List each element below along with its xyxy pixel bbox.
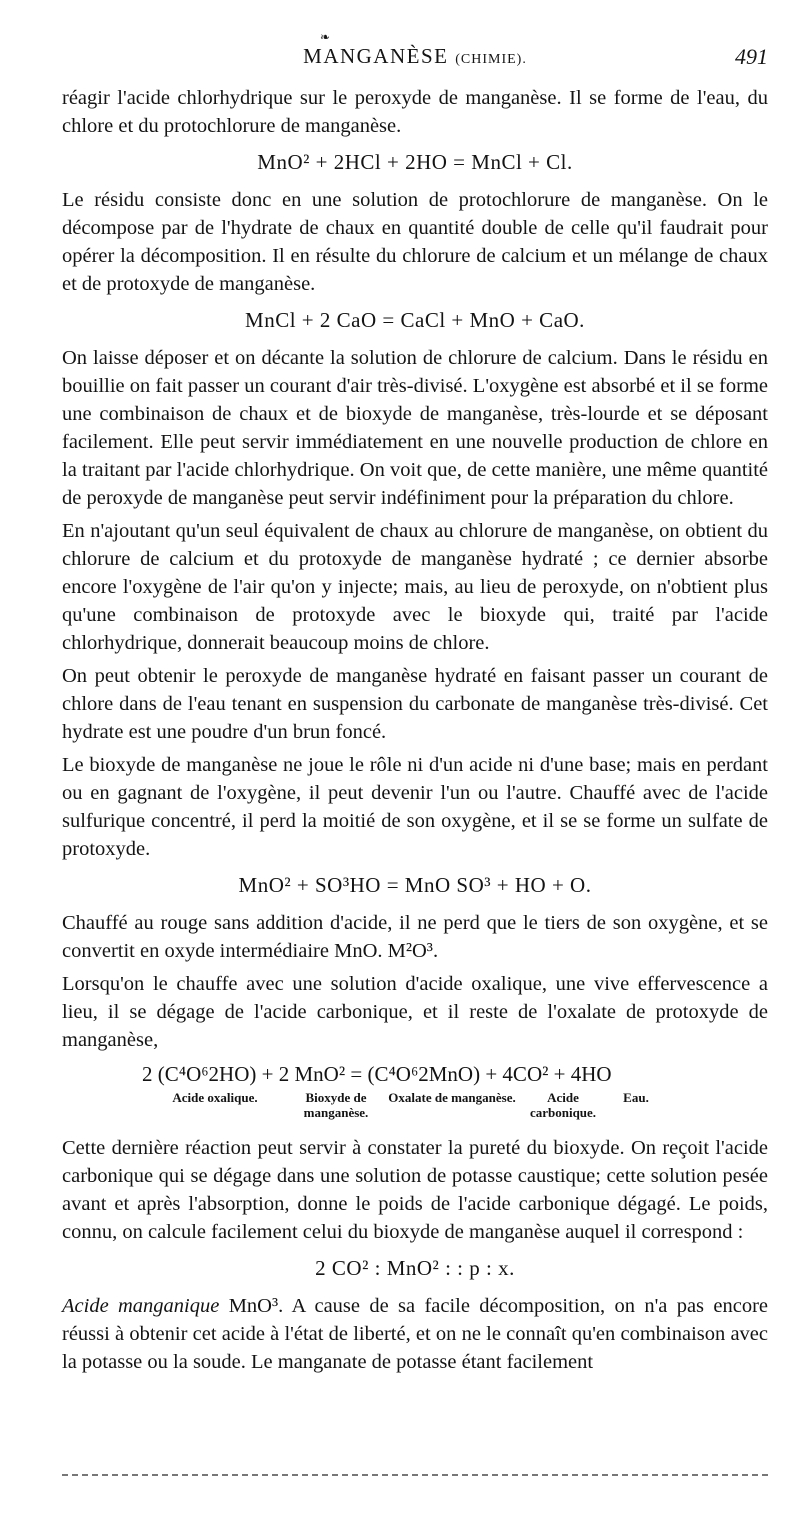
paragraph: Cette dernière réaction peut servir à constater la pureté du bioxyde. On reçoit l'acide carbonique qui se dégage dans une solution de potasse caustique; cette solution pesée avant et après l'absorption, donne le poids de l'acide carbonique dégagé. Le poids, connu, on calcule facilement celui du bioxyde de manganèse auquel il correspond :: [62, 1137, 768, 1243]
body-text: [62, 84, 768, 1376]
paragraph: réagir l'acide chlorhydrique sur le peroxyde de manganèse. Il se forme de l'eau, du chlore et du protochlorure de manganèse.: [62, 87, 768, 137]
paragraph: Chauffé au rouge sans addition d'acide, il ne perd que le tiers de son oxygène, et se convertit en oxyde intermédiaire MnO. M²O³.: [62, 912, 768, 962]
equation-with-labels: [142, 1060, 768, 1120]
printer-mark-icon: ❧: [320, 30, 331, 44]
equation-label: Bioxyde de manganèse.: [303, 1090, 369, 1120]
equation-label: Acide carbonique.: [529, 1090, 597, 1120]
equation: MnCl + 2 CaO = CaCl + MnO + CaO.: [245, 308, 585, 332]
paragraph-text: MnO³. A cause de sa facile décomposition, on n'a pas encore réussi à obtenir cet acide à l'état de liberté, et on ne le connaît qu'en combinaison avec la potasse ou la soude. Le manganate de potasse étant facilement: [62, 1295, 768, 1373]
running-head-main: MANGANÈSE: [303, 44, 449, 68]
page-number: 491: [735, 44, 768, 69]
paragraph: [62, 1292, 768, 1376]
equation: MnO² + SO³HO = MnO SO³ + HO + O.: [238, 873, 592, 897]
running-header: [62, 30, 768, 76]
equation: 2 (C⁴O⁶2HO) + 2 MnO² = (C⁴O⁶2MnO) + 4CO² + 4HO: [142, 1062, 612, 1086]
equation: 2 CO² : MnO² : : p : x.: [315, 1256, 515, 1280]
paragraph: Lorsqu'on le chauffe avec une solution d'acide oxalique, une vive effervescence a lieu, il se dégage de l'acide carbonique, et il reste de l'oxalate de protoxyde de manganèse,: [62, 973, 768, 1051]
equation-label: Eau.: [623, 1090, 649, 1105]
section-title: Acide manganique: [62, 1295, 220, 1317]
equation: MnO² + 2HCl + 2HO = MnCl + Cl.: [257, 150, 573, 174]
equation-label: Oxalate de manganèse.: [388, 1090, 516, 1105]
paragraph: Le résidu consiste donc en une solution de protochlorure de manganèse. On le décompose par de l'hydrate de chaux en quantité double de celle qu'il faudrait pour opérer la décomposition. Il en résulte du chlorure de calcium et un mélange de chaux et de protoxyde de manganèse.: [62, 189, 768, 295]
paragraph: En n'ajoutant qu'un seul équivalent de chaux au chlorure de manganèse, on obtient du chlorure de calcium et du protoxyde de manganèse hydraté ; ce dernier absorbe encore l'oxygène de l'air qu'on y injecte; mais, au lieu de peroxyde, on n'obtient plus qu'une combinaison de protoxyde avec le bioxyde qui, traité par l'acide chlorhydrique, donnerait beaucoup moins de chlore.: [62, 520, 768, 654]
paragraph: On laisse déposer et on décante la solution de chlorure de calcium. Dans le résidu en bouillie on fait passer un courant d'air très-divisé. L'oxygène est absorbé et il se forme une combinaison de chaux et de bioxyde de manganèse, très-lourde et se déposant facilement. Elle peut servir immédiatement en une nouvelle production de chlore en la traitant par l'acide chlorhydrique. On voit que, de cette manière, une même quantité de peroxyde de manganèse peut servir indéfiniment pour la préparation du chlore.: [62, 347, 768, 509]
running-head-paren: (CHIMIE).: [455, 52, 527, 67]
equation-label: Acide oxalique.: [172, 1090, 258, 1105]
running-head-title: [62, 44, 768, 69]
equation-labels: [142, 1090, 768, 1120]
paragraph: On peut obtenir le peroxyde de manganèse hydraté en faisant passer un courant de chlore dans de l'eau tenant en suspension du carbonate de manganèse très-divisé. Cet hydrate est une poudre d'un brun foncé.: [62, 665, 768, 743]
paragraph: Le bioxyde de manganèse ne joue le rôle ni d'un acide ni d'une base; mais en perdant ou en gagnant de l'oxygène, il peut devenir l'un ou l'autre. Chauffé avec de l'acide sulfurique concentré, il perd la moitié de son oxygène, et il se se forme un sulfate de protoxyde.: [62, 754, 768, 860]
footer-rule: [62, 1474, 768, 1476]
